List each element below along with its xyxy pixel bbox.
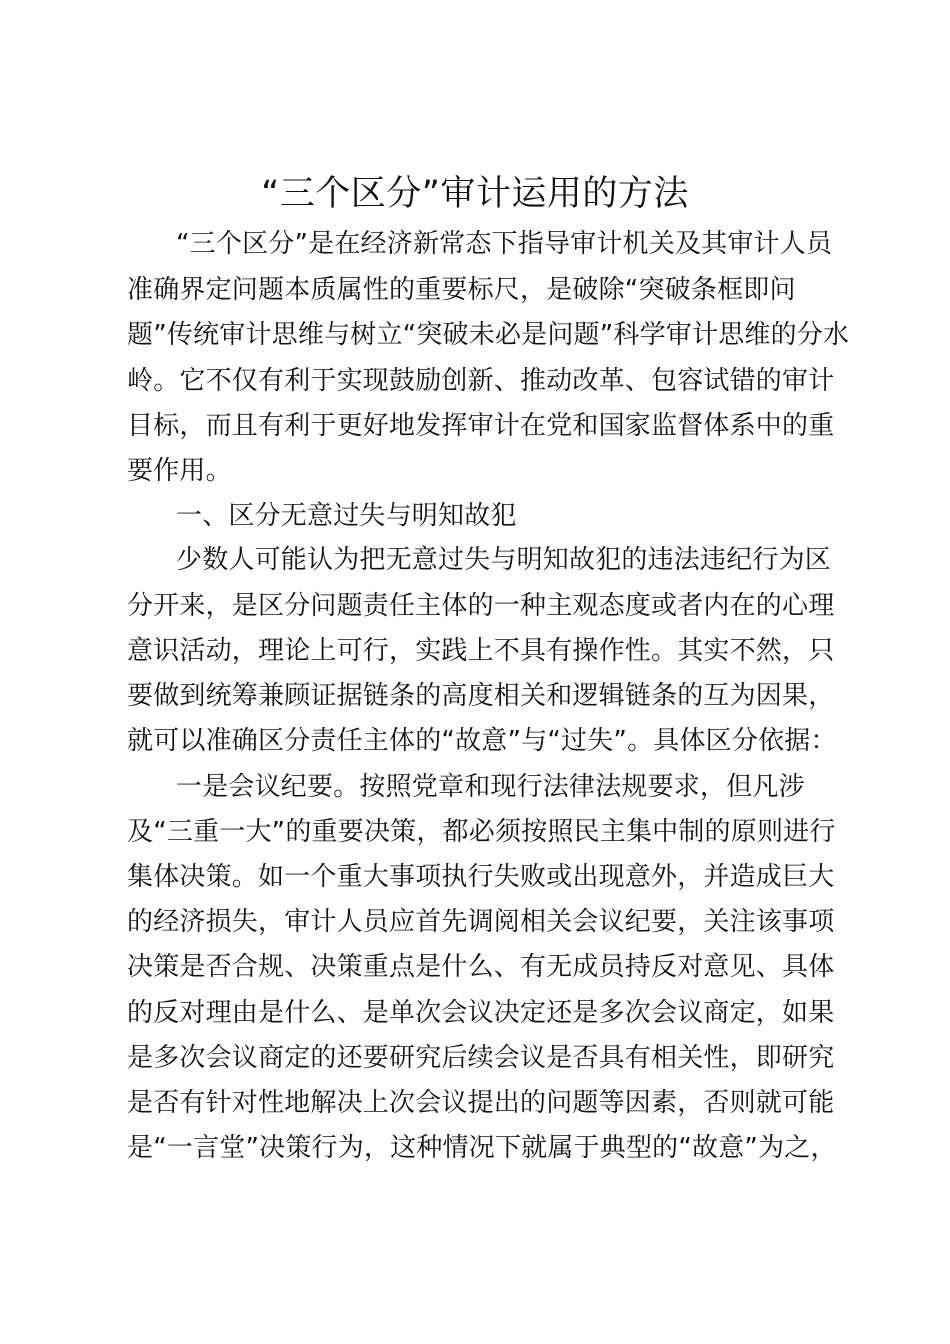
paragraph-line: 是否有针对性地解决上次会议提出的问题等因素，否则就可能 — [127, 1088, 835, 1118]
paragraph-line: 是“一言堂”决策行为，这种情况下就属于典型的“故意”为之， — [127, 1133, 837, 1163]
paragraph-line: 的经济损失，审计人员应首先调阅相关会议纪要，关注该事项 — [127, 907, 835, 937]
paragraph-line: 意识活动，理论上可行，实践上不具有操作性。其实不然，只 — [127, 636, 835, 666]
paragraph-line: 题”传统审计思维与树立“突破未必是问题”科学审计思维的分水 — [127, 320, 850, 350]
paragraph-line: 集体决策。如一个重大事项执行失败或出现意外，并造成巨大 — [127, 862, 835, 892]
paragraph-line: 及“三重一大”的重要决策，都必须按照民主集中制的原则进行 — [127, 817, 836, 847]
paragraph-line: 少数人可能认为把无意过失与明知故犯的违法违纪行为区 — [176, 545, 832, 575]
paragraph-line: 的反对理由是什么、是单次会议决定还是多次会议商定，如果 — [127, 998, 835, 1028]
paragraph-line: 决策是否合规、决策重点是什么、有无成员持反对意见、具体 — [127, 952, 835, 982]
section-heading: 一、区分无意过失与明知故犯 — [176, 501, 517, 531]
paragraph-line: 一是会议纪要。按照党章和现行法律法规要求，但凡涉 — [176, 772, 805, 802]
document-title: “三个区分”审计运用的方法 — [261, 174, 689, 214]
paragraph-line: “三个区分”是在经济新常态下指导审计机关及其审计人员 — [176, 229, 833, 259]
paragraph-line: 准确界定问题本质属性的重要标尺，是破除“突破条框即问 — [127, 275, 796, 305]
paragraph-line: 要做到统筹兼顾证据链条的高度相关和逻辑链条的互为因果， — [127, 681, 835, 711]
paragraph-line: 目标，而且有利于更好地发挥审计在党和国家监督体系中的重 — [127, 411, 835, 441]
paragraph-line: 要作用。 — [127, 456, 232, 486]
paragraph-line: 是多次会议商定的还要研究后续会议是否具有相关性，即研究 — [127, 1043, 835, 1073]
paragraph-line: 岭。它不仅有利于实现鼓励创新、推动改革、包容试错的审计 — [127, 366, 835, 396]
paragraph-line: 就可以准确区分责任主体的“故意”与“过失”。具体区分依据： — [127, 726, 837, 756]
paragraph-line: 分开来，是区分问题责任主体的一种主观态度或者内在的心理 — [127, 591, 835, 621]
